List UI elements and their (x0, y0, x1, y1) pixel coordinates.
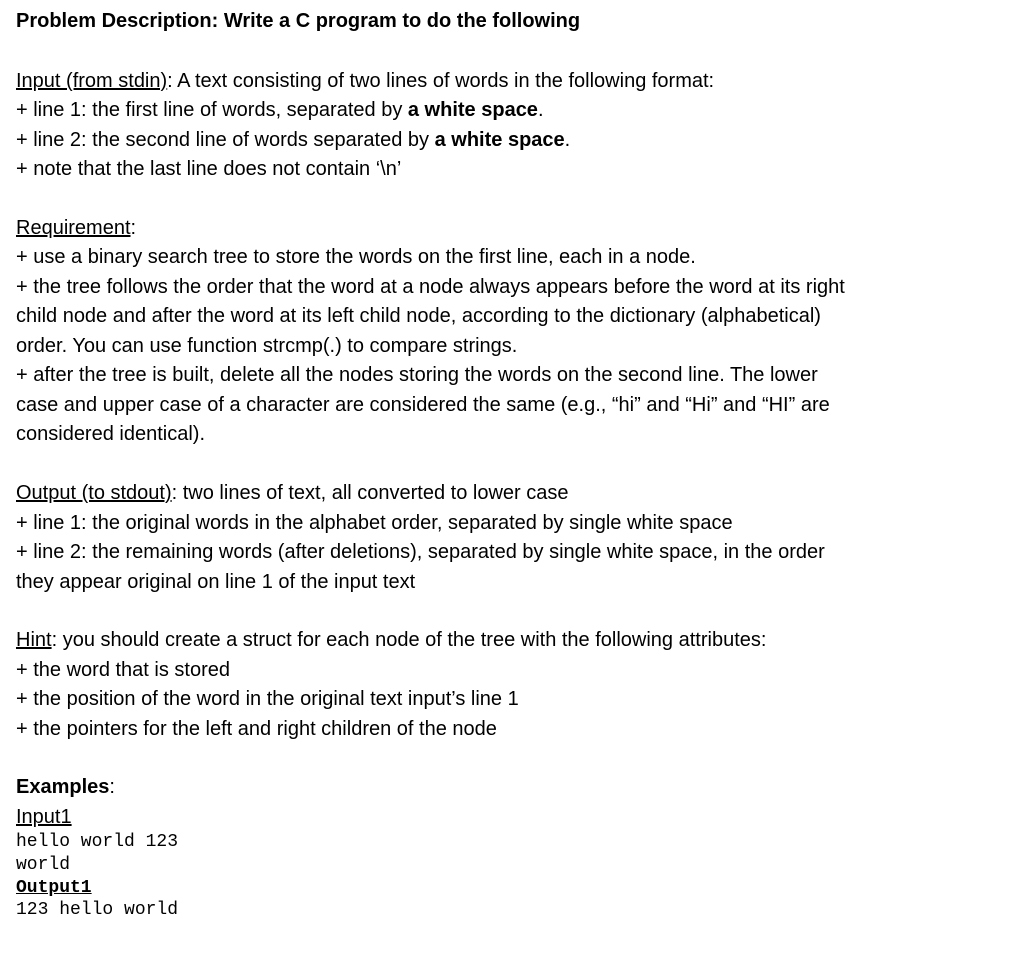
example-input-label: Input1 (16, 806, 72, 828)
requirement-line: + after the tree is built, delete all the nodes storing the words on the second line. The lower (16, 364, 818, 386)
examples-heading-line (16, 775, 115, 799)
requirement-line: + the tree follows the order that the word at a node always appears before the word at its right (16, 276, 845, 298)
examples-heading: Examples (16, 776, 110, 798)
requirement-line: + use a binary search tree to store the words on the first line, each in a node. (16, 246, 696, 268)
hint-heading-suffix: : you should create a struct for each node of the tree with the following attributes: (51, 629, 767, 651)
input-heading-suffix: : A text consisting of two lines of words in the following format: (167, 70, 715, 92)
input-line1-desc (16, 98, 544, 122)
output-heading-suffix: : two lines of text, all converted to lower case (171, 482, 569, 504)
input-heading-line (16, 69, 714, 93)
input-line2-text: + line 2: the second line of words separated by (16, 129, 435, 151)
example-input-line: hello world 123 (16, 832, 179, 852)
output-line: + line 2: the remaining words (after deletions), separated by single white space, in the order (16, 541, 825, 563)
requirement-line: child node and after the word at its left child node, according to the dictionary (alphabetical) (16, 305, 821, 327)
requirement-heading-suffix: : (130, 217, 137, 239)
requirement-line: order. You can use function strcmp(.) to compare strings. (16, 335, 518, 357)
input-line1-text: + line 1: the first line of words, separated by (16, 99, 408, 121)
input-line2-bold: a white space (434, 129, 565, 151)
example-output-label: Output1 (16, 878, 92, 898)
example-output-line: 123 hello world (16, 900, 179, 920)
hint-heading: Hint (16, 629, 52, 651)
output-line: they appear original on line 1 of the input text (16, 571, 416, 593)
hint-line: + the pointers for the left and right children of the node (16, 718, 497, 740)
requirement-line: considered identical). (16, 423, 205, 445)
hint-heading-line (16, 628, 766, 652)
input-heading: Input (from stdin) (16, 70, 168, 92)
output-heading: Output (to stdout) (16, 482, 172, 504)
input-line2-desc (16, 128, 570, 152)
page-title: Problem Description: Write a C program to do the following (16, 10, 581, 32)
input-line1-end: . (537, 99, 544, 121)
output-heading-line (16, 481, 569, 505)
example-input-line: world (16, 855, 71, 875)
output-line: + line 1: the original words in the alphabet order, separated by single white space (16, 512, 733, 534)
input-line2-end: . (564, 129, 571, 151)
requirement-line: case and upper case of a character are considered the same (e.g., “hi” and “Hi” and “HI” are (16, 394, 830, 416)
input-line1-bold: a white space (407, 99, 538, 121)
examples-heading-suffix: : (109, 776, 115, 798)
requirement-heading: Requirement (16, 217, 131, 239)
hint-line: + the position of the word in the original text input’s line 1 (16, 688, 519, 710)
input-note: + note that the last line does not contain ‘\n’ (16, 158, 402, 180)
requirement-heading-line (16, 216, 136, 240)
hint-line: + the word that is stored (16, 659, 231, 681)
